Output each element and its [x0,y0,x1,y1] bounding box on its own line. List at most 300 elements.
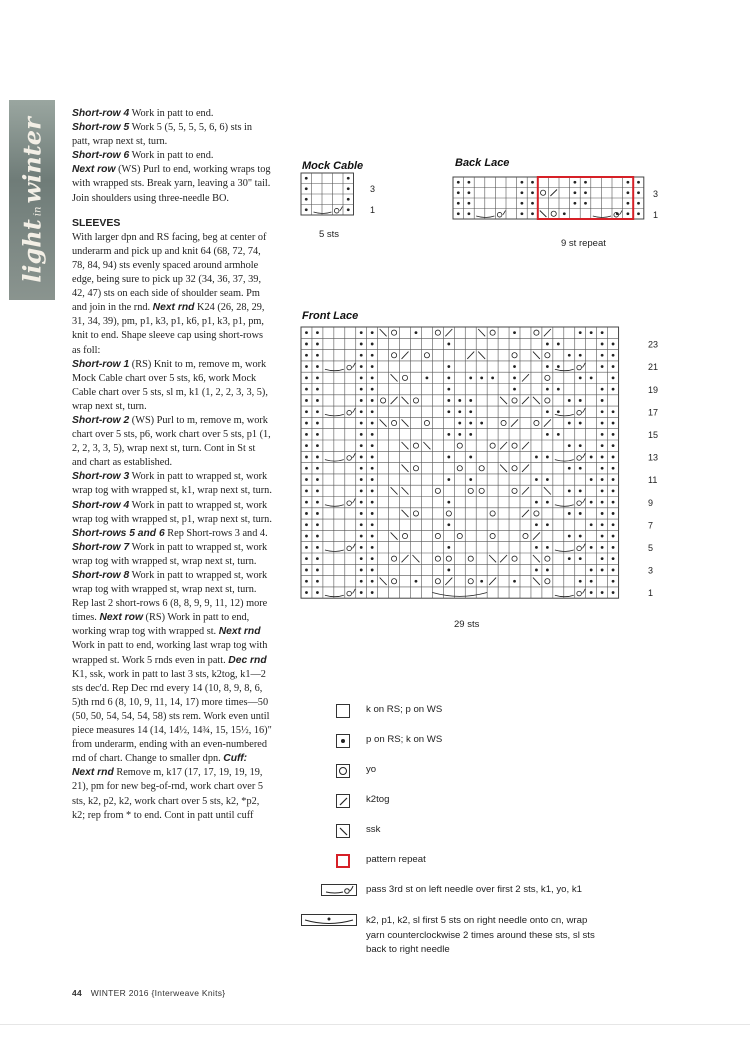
issue-label: WINTER 2016 [90,988,149,998]
purl-mark [305,523,308,526]
purl-mark [347,198,350,201]
purl-mark [305,580,308,583]
purl-mark [371,456,374,459]
purl-mark [316,535,319,538]
row-number: 1 [648,588,654,599]
purl-mark [305,535,308,538]
purl-mark [590,569,593,572]
purl-mark [316,591,319,594]
purl-mark [601,456,604,459]
purl-mark [531,191,534,194]
purl-mark [601,467,604,470]
short-row-paragraph: Short-row 4 Work in patt to wrapped st, work wrap tog with wrapped st, p1, wrap next st, turn. [72,499,272,525]
purl-mark [568,444,571,447]
purl-mark [574,181,577,184]
purl-mark [480,580,483,583]
wrap-5-sts-icon [301,914,357,926]
purl-mark [612,523,615,526]
purl-mark [568,489,571,492]
short-rows-back [72,107,272,206]
purl-mark [574,202,577,205]
short-row-paragraph: Short-row 8 Work in patt to wrapped st, work wrap tog with wrapped st, wrap next st, turn. [72,570,268,596]
purl-mark [579,535,582,538]
purl-mark [579,422,582,425]
purl-mark [305,187,308,190]
purl-mark [371,557,374,560]
purl-mark [360,546,363,549]
purl-mark [469,433,472,436]
purl-mark [360,410,363,413]
front-lace-chart [300,326,670,611]
purl-mark [601,501,604,504]
purl-mark [360,501,363,504]
back-lace-caption: 9 st repeat [561,238,606,249]
purl-mark [371,501,374,504]
purl-mark [316,410,319,413]
rep-paragraph: Rep last 2 short-rows 6 (8, 8, 9, 9, 11, 12) more times. Next row (RS) Work in patt to end, working wrap tog with wrapped st. Next rnd Work in patt to end, working last wrap tog with wrapped st. Work 5 rnds even in patt. Dec rnd K1, ssk, work in patt to last 3 sts, k2tog, k1—2 sts dec'd. Rep Dec rnd every 14 (10, 8, 9, 8, 6, 5)th rnd 6 (8, 10, 9, 11, 14, 17) more times—50 (50, 50, 54, 54, 54, 58) sts rem. Work even until piece measures 14 (14, 14½, 14¾, 15, 15½, 16)" from underarm, ending with an even-numbered rnd of chart. Change to smaller dpn. Cuff: Next rnd Remove m, k17 (17, 17, 19, 19, 19, 21), pm for new beg-of-rnd, work chart over 5 sts, k2, p2, k2, work chart over 5 sts, k2, *p2, k2; rep from * to end. Cont in patt until cuff [72,598,272,821]
purl-mark [521,191,524,194]
short-row-paragraph: Next row (WS) Purl to end, working wraps tog with wrapped sts. Break yarn, leaving a 30" tail. Join shoulders using three-needle BO. [72,164,271,204]
purl-mark [590,376,593,379]
purl-mark [612,467,615,470]
purl-mark [590,580,593,583]
purl-mark [579,489,582,492]
purl-mark [612,591,615,594]
purl-mark [637,191,640,194]
purl-mark [447,478,450,481]
purl-mark [637,202,640,205]
short-row-paragraph: Short-row 5 Work 5 (5, 5, 5, 5, 6, 6) sts in patt, wrap next st, turn. [72,122,253,148]
row-number: 3 [653,189,659,199]
purl-mark [316,489,319,492]
purl-mark [563,212,566,215]
purl-mark [305,208,308,211]
row-number: 1 [370,205,376,215]
purl-mark [316,546,319,549]
purl-mark [557,388,560,391]
purl-mark [316,444,319,447]
purl-mark [584,181,587,184]
purl-mark [546,365,549,368]
purl-mark [360,535,363,538]
purl-mark [447,365,450,368]
purl-mark [305,399,308,402]
purl-mark [371,388,374,391]
purl-mark [360,523,363,526]
sleeves-intro: With larger dpn and RS facing, beg at center of underarm and pick up and knit 64 (68, 72, 74, 78, 84, 94) sts evenly spaced around armhole edge, being sure to pick up 32 (34, 36, 37, 39, 42, 47) sts on each side of shoulder seam. Pm and join in the rnd. Next rnd K24 (26, 28, 29, 31, 34, 39), pm, p1, k3, p1, k6, p1, k3, p1, pm, knit to end. Shape sleeve cap using short-rows as foll: [72,231,267,356]
publication-label: {Interweave Knits} [151,988,226,998]
purl-mark [360,376,363,379]
purl-mark [480,376,483,379]
purl-mark [612,422,615,425]
row-number: 1 [653,210,659,220]
purl-mark [531,181,534,184]
row-number: 9 [648,497,654,508]
ssk-symbol-icon [336,824,350,838]
purl-mark [468,181,471,184]
purl-mark [458,433,461,436]
purl-mark [568,422,571,425]
short-row-paragraph: Short-row 1 (RS) Knit to m, remove m, work Mock Cable chart over 5 sts, k6, work Mock Cable chart over 5 sts, sl m, k1 (1, 2, 2, 3, 3, 5), wrap next st, turn. [72,358,268,412]
purl-mark [360,433,363,436]
purl-mark [491,376,494,379]
purl-mark [531,212,534,215]
purl-mark [546,410,549,413]
purl-mark [601,365,604,368]
purl-mark [469,422,472,425]
purl-mark [601,535,604,538]
front-lace-title: Front Lace [302,310,359,322]
purl-mark [360,422,363,425]
purl-mark [458,422,461,425]
purl-mark [305,489,308,492]
purl-mark [521,202,524,205]
short-row-paragraph: Short-row 2 (WS) Purl to m, remove m, work chart over 5 sts, p6, work chart over 5 sts, p1 (1, 2, 2, 3, 3, 5), wrap next st, turn. Cont in St st and chart as established. [72,414,271,469]
purl-mark [612,501,615,504]
purl-mark [415,580,418,583]
purl-mark [590,331,593,334]
purl-mark [305,569,308,572]
purl-mark [371,331,374,334]
purl-mark [535,456,538,459]
purl-mark [557,365,560,368]
purl-mark [601,557,604,560]
purl-mark [579,399,582,402]
purl-mark [513,365,516,368]
row-number: 7 [648,520,654,531]
row-number: 23 [648,339,659,350]
purl-mark [627,212,630,215]
purl-mark [590,591,593,594]
purl-mark [579,512,582,515]
purl-mark [447,546,450,549]
purl-mark [546,546,549,549]
purl-mark [447,569,450,572]
purl-mark [305,467,308,470]
purl-mark [535,569,538,572]
purl-mark [612,512,615,515]
purl-mark [316,422,319,425]
purl-mark [305,331,308,334]
purl-mark [347,208,350,211]
purl-mark [612,354,615,357]
footer-rule [0,1024,750,1025]
purl-mark [371,399,374,402]
back-lace-title: Back Lace [455,157,510,169]
purl-mark [513,376,516,379]
purl-mark [316,365,319,368]
purl-mark [601,422,604,425]
section-tab-title: lightinwinter [17,117,47,283]
purl-mark [371,523,374,526]
sleeves-heading: SLEEVES [72,216,121,229]
purl-mark [612,557,615,560]
purl-mark [579,444,582,447]
purl-mark [360,489,363,492]
purl-mark [360,354,363,357]
purl-mark [458,399,461,402]
purl-mark [305,546,308,549]
purl-mark [568,399,571,402]
purl-mark [305,444,308,447]
purl-mark [568,512,571,515]
k2tog-symbol-icon [336,794,350,808]
purl-mark [447,433,450,436]
purl-mark [546,501,549,504]
purl-mark [447,501,450,504]
purl-mark [371,444,374,447]
purl-mark [601,512,604,515]
purl-mark [612,456,615,459]
page-number: 44 [72,988,83,998]
purl-mark [371,433,374,436]
purl-mark [360,365,363,368]
purl-mark [601,489,604,492]
purl-mark [637,212,640,215]
purl-mark [612,388,615,391]
purl-mark [305,422,308,425]
purl-mark [316,557,319,560]
purl-mark [612,376,615,379]
purl-mark [305,478,308,481]
purl-mark [447,410,450,413]
purl-mark [305,198,308,201]
purl-mark [612,444,615,447]
purl-mark [612,580,615,583]
repeat-box-icon [336,854,350,868]
row-number: 11 [648,475,658,486]
purl-mark [457,202,460,205]
purl-mark [305,365,308,368]
purl-mark [316,399,319,402]
purl-mark [612,489,615,492]
purl-mark [546,388,549,391]
purl-mark [468,202,471,205]
row-number: 13 [648,452,659,463]
purl-mark [447,343,450,346]
purl-mark [546,456,549,459]
purl-mark [347,177,350,180]
purl-mark [360,557,363,560]
purl-mark [447,388,450,391]
purl-mark [601,478,604,481]
purl-mark [568,354,571,357]
purl-mark [612,546,615,549]
purl-mark [535,501,538,504]
short-rows-sleeve [72,358,272,598]
purl-mark [371,535,374,538]
page-footer [72,988,225,998]
mock-cable-chart [300,172,380,222]
purl-mark [574,191,577,194]
purl-mark [305,376,308,379]
purl-mark [316,433,319,436]
purl-mark [447,399,450,402]
purl-mark [371,512,374,515]
purl-mark [415,331,418,334]
purl-mark [568,557,571,560]
front-lace-caption: 29 sts [454,619,480,630]
purl-mark [316,580,319,583]
purl-mark [360,399,363,402]
purl-mark [360,512,363,515]
purl-mark [601,569,604,572]
purl-mark [457,191,460,194]
row-number: 3 [648,565,654,576]
purl-mark [579,331,582,334]
purl-mark [305,557,308,560]
purl-mark [546,478,549,481]
purl-mark [521,181,524,184]
purl-mark [316,569,319,572]
purl-mark [316,512,319,515]
purl-mark [305,177,308,180]
short-row-paragraph: Short-rows 5 and 6 Rep Short-rows 3 and 4. [72,527,268,539]
purl-mark [371,376,374,379]
purl-mark [360,343,363,346]
purl-mark [305,501,308,504]
purl-mark [469,456,472,459]
purl-mark [347,187,350,190]
purl-mark [590,523,593,526]
mock-cable-caption: 5 sts [319,229,340,240]
purl-mark [371,354,374,357]
purl-mark [447,456,450,459]
purl-mark [601,444,604,447]
purl-mark [316,467,319,470]
purl-mark [601,354,604,357]
purl-mark [316,331,319,334]
purl-mark [371,467,374,470]
purl-mark [316,354,319,357]
purl-mark [371,410,374,413]
short-row-paragraph: Short-row 3 Work in patt to wrapped st, work wrap tog with wrapped st, k1, wrap next st, turn. [72,471,272,497]
purl-mark [601,399,604,402]
purl-mark [468,191,471,194]
purl-mark [601,591,604,594]
purl-mark [579,354,582,357]
purl-mark [584,191,587,194]
short-row-paragraph: Short-row 6 Work in patt to end. [72,150,214,162]
purl-mark [513,580,516,583]
short-row-paragraph: Short-row 7 Work in patt to wrapped st, work wrap tog with wrapped st, wrap next st, turn. [72,541,268,567]
purl-mark [316,456,319,459]
purl-mark [568,467,571,470]
purl-mark [360,591,363,594]
purl-mark [612,365,615,368]
purl-mark [627,181,630,184]
back-lace-chart [452,176,667,226]
purl-mark [546,433,549,436]
purl-mark [579,376,582,379]
purl-mark [371,478,374,481]
purl-mark [305,388,308,391]
purl-mark [305,354,308,357]
purl-mark [305,343,308,346]
purl-symbol-icon [336,734,350,748]
purl-mark [316,343,319,346]
purl-mark [601,523,604,526]
row-number: 17 [648,407,659,418]
purl-mark [627,191,630,194]
purl-mark [546,523,549,526]
purl-mark [371,569,374,572]
row-number: 3 [370,184,376,194]
purl-mark [590,546,593,549]
purl-mark [469,376,472,379]
yo-symbol-icon [336,764,350,778]
purl-mark [447,523,450,526]
purl-mark [371,343,374,346]
purl-mark [469,399,472,402]
purl-mark [579,580,582,583]
purl-mark [316,501,319,504]
purl-mark [590,501,593,504]
purl-mark [457,181,460,184]
row-number: 15 [648,430,659,440]
purl-mark [371,365,374,368]
purl-mark [590,456,593,459]
purl-mark [535,546,538,549]
purl-mark [371,591,374,594]
purl-mark [360,580,363,583]
purl-mark [305,512,308,515]
purl-mark [601,388,604,391]
purl-mark [612,535,615,538]
purl-mark [601,331,604,334]
purl-mark [601,410,604,413]
purl-mark [457,212,460,215]
purl-mark [513,331,516,334]
purl-mark [513,388,516,391]
purl-mark [468,212,471,215]
purl-mark [601,433,604,436]
purl-mark [590,478,593,481]
instructions-column [72,107,272,823]
purl-mark [601,343,604,346]
purl-mark [371,422,374,425]
cable-3-st-icon [321,884,357,896]
purl-mark [469,478,472,481]
purl-mark [371,580,374,583]
purl-mark [305,410,308,413]
purl-mark [601,546,604,549]
purl-mark [316,388,319,391]
purl-mark [447,376,450,379]
row-number: 19 [648,384,659,395]
purl-mark [557,410,560,413]
purl-mark [316,376,319,379]
purl-mark [371,546,374,549]
purl-mark [480,422,483,425]
purl-mark [637,181,640,184]
purl-mark [305,591,308,594]
purl-mark [535,478,538,481]
section-tab [9,100,55,300]
purl-mark [360,456,363,459]
purl-mark [612,343,615,346]
short-row-paragraph: Short-row 4 Work in patt to end. [72,108,214,119]
purl-mark [557,433,560,436]
purl-mark [584,202,587,205]
purl-mark [612,478,615,481]
purl-mark [426,376,429,379]
purl-mark [371,489,374,492]
knit-symbol-icon [336,704,350,718]
purl-mark [557,343,560,346]
purl-mark [612,410,615,413]
purl-mark [360,331,363,334]
